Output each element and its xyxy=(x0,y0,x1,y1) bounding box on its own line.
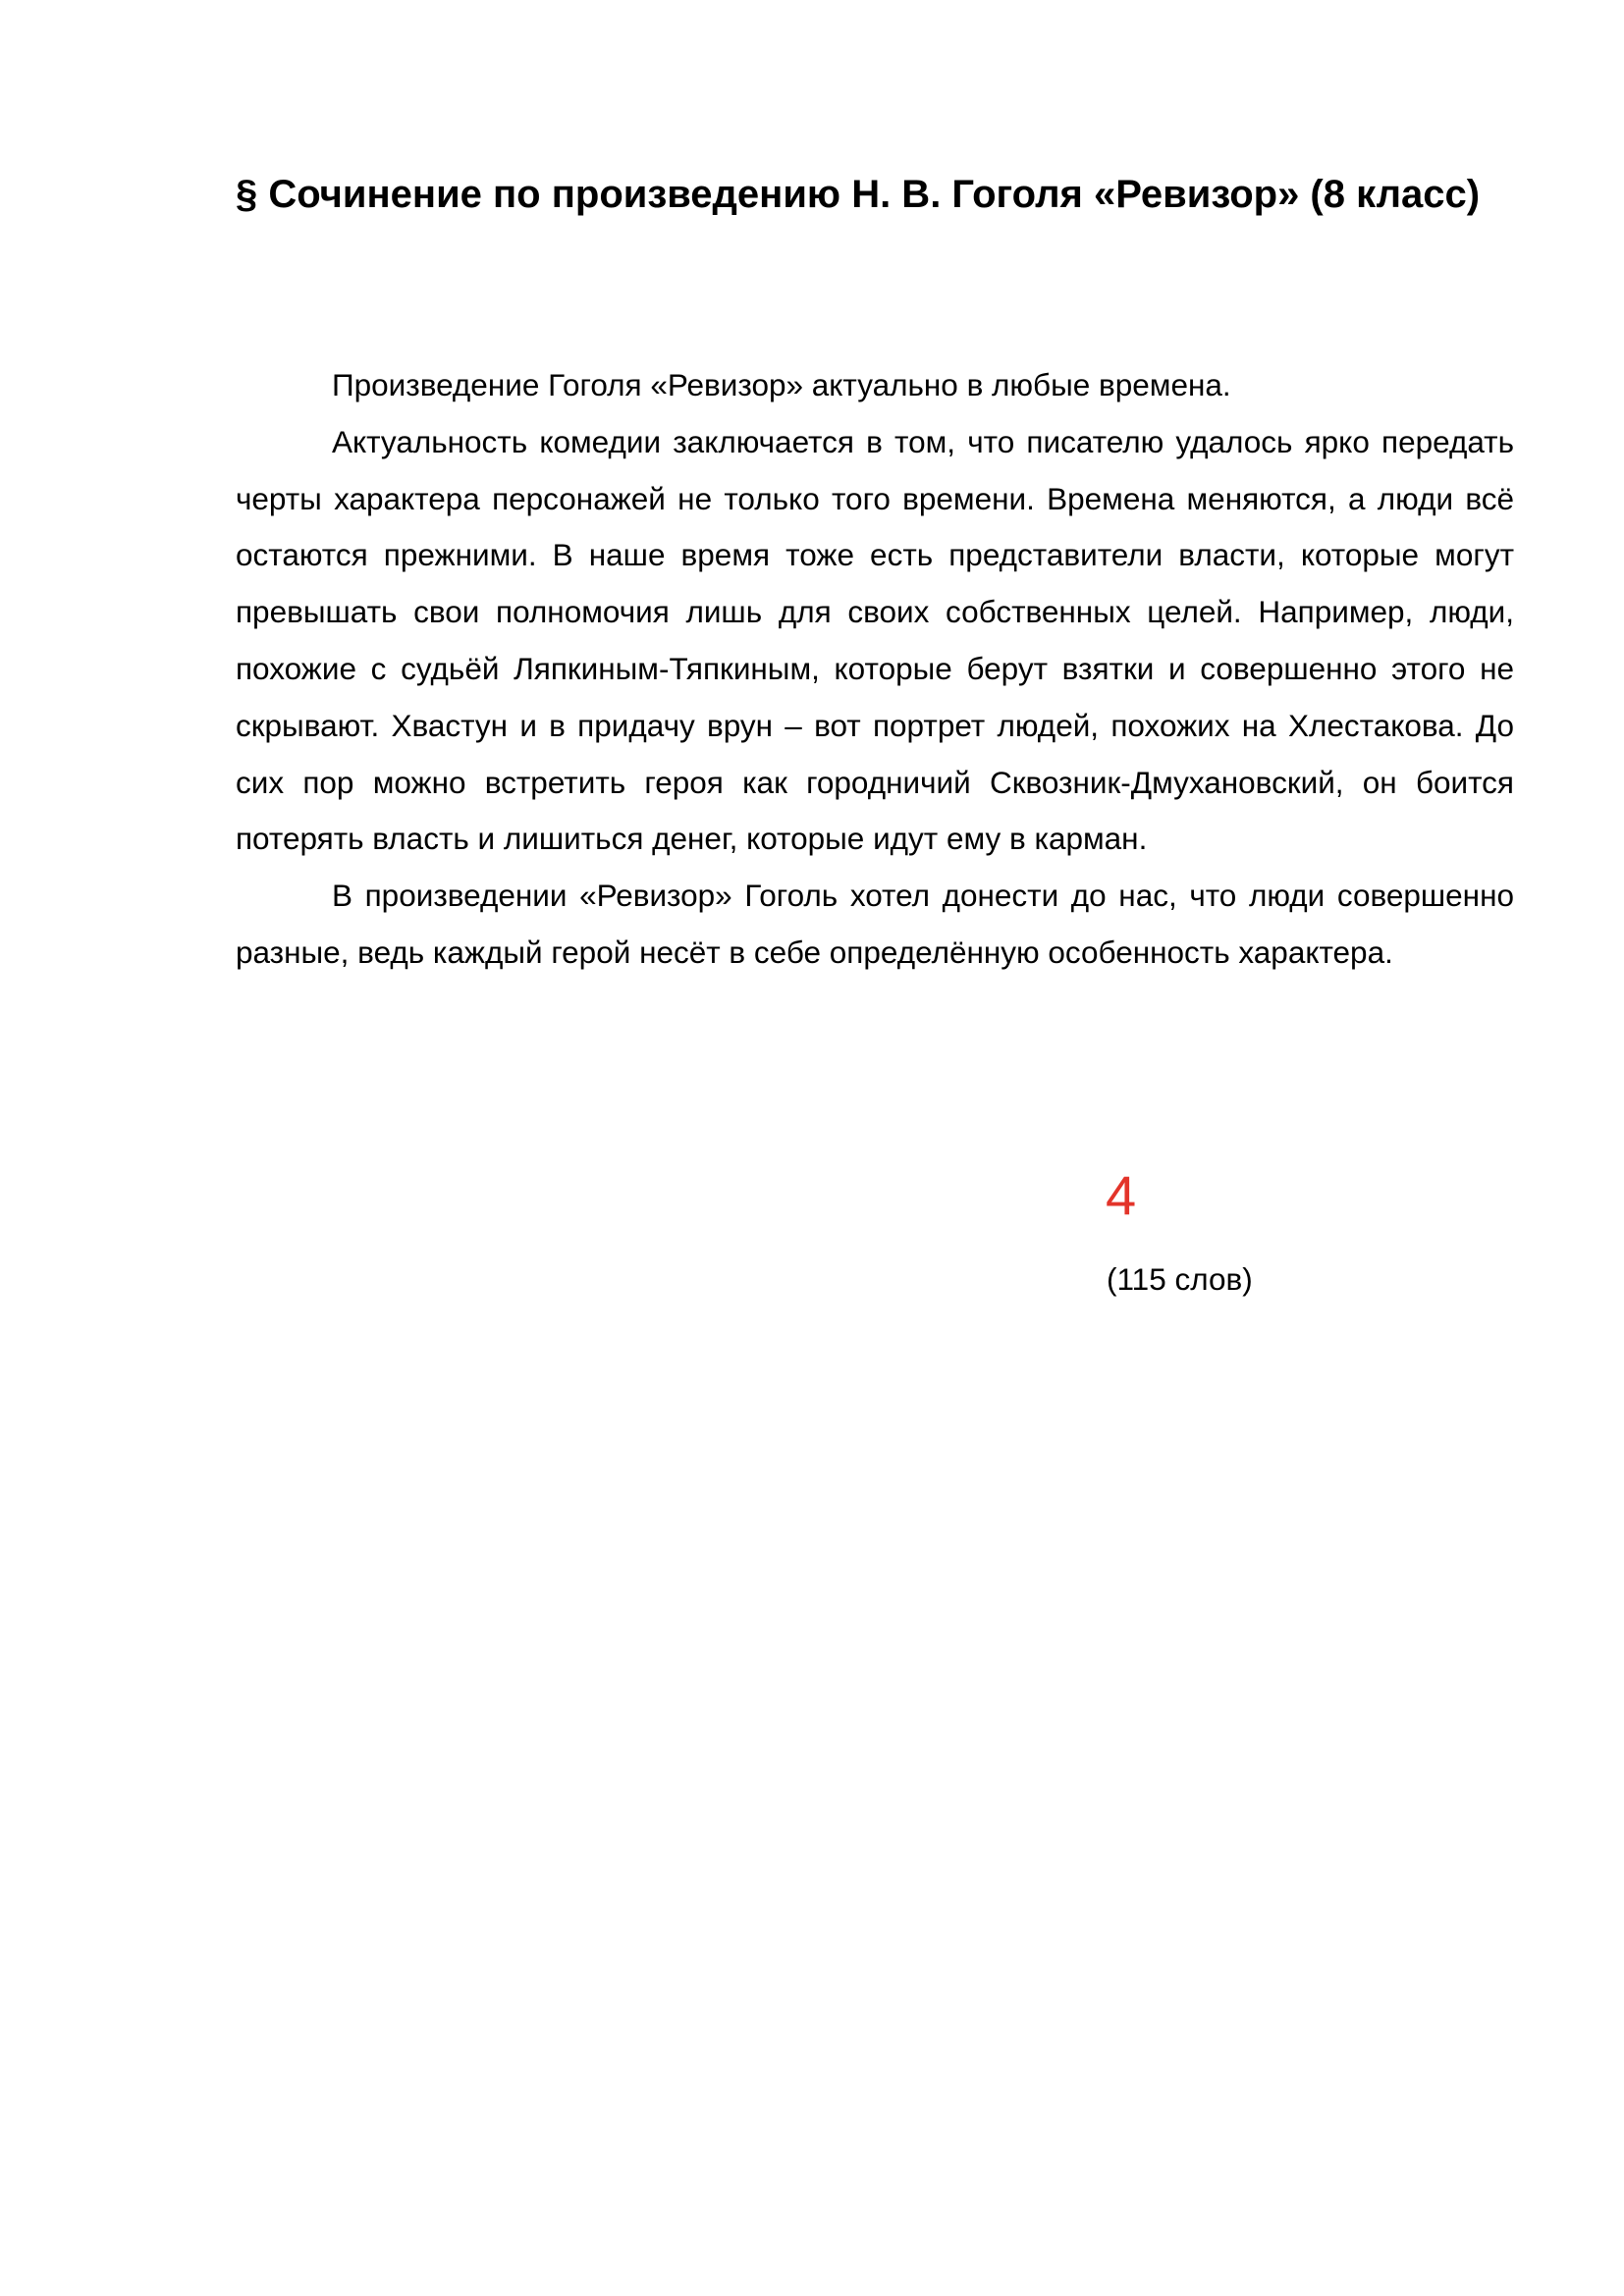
paragraph-main: Актуальность комедии заключается в том, что писателю удалось ярко передать черты характера персонажей не только того времени. Времена меняются, а люди всё остаются прежними. В наше время тоже есть представители власти, которые могут превышать свои полномочия лишь для своих собственных целей. Например, люди, похожие с судьёй Ляпкиным-Тяпкиным, которые берут взятки и совершенно этого не скрывают. Хвастун и в придачу врун – вот портрет людей, похожих на Хлестакова. До сих пор можно встретить героя как городничий Сквозник-Дмухановский, он боится потерять власть и лишиться денег, которые идут ему в карман. xyxy=(236,423,1514,857)
word-count: (115 слов) xyxy=(1107,1261,1253,1297)
grade-mark: 4 xyxy=(1106,1164,1137,1226)
paragraph-intro: Произведение Гоголя «Ревизор» актуально в любые времена. xyxy=(332,367,1231,402)
essay-body xyxy=(236,357,1514,982)
paragraph-conclusion: В произведении «Ревизор» Гоголь хотел донести до нас, что люди совершенно разные, ведь каждый герой несёт в себе определённую особенность характера. xyxy=(236,878,1514,970)
essay-title: § Сочинение по произведению Н. В. Гоголя «Ревизор» (8 класс) xyxy=(236,173,1481,216)
